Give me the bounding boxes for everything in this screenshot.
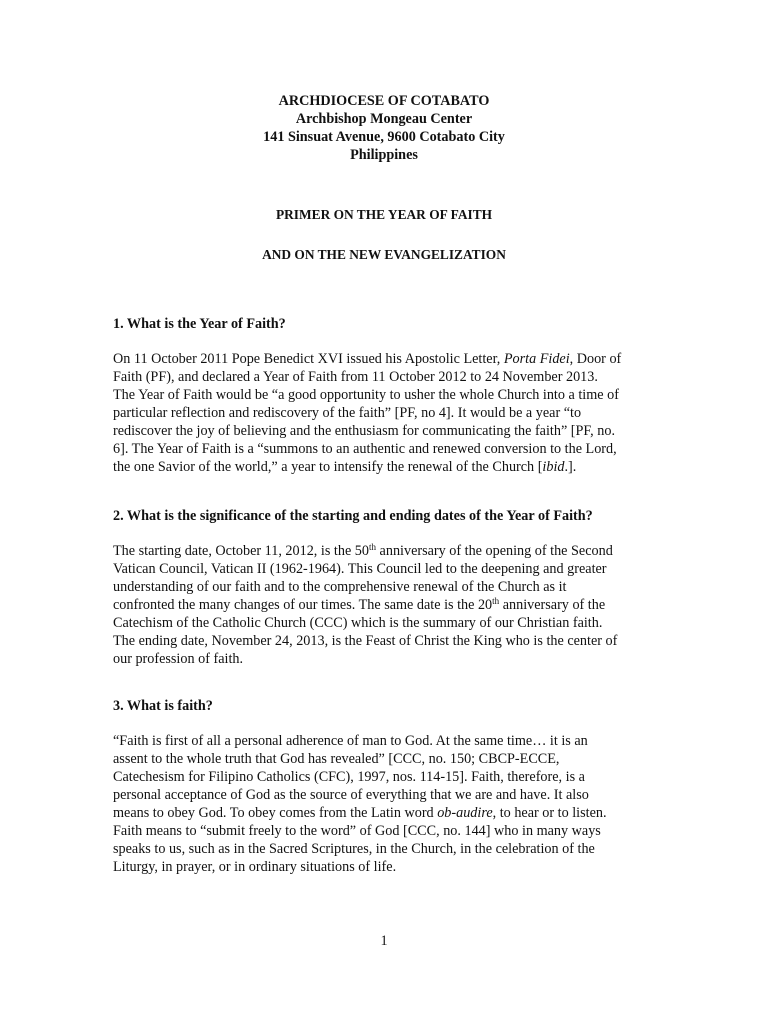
page-number: 1 — [380, 933, 388, 949]
text-line — [113, 804, 658, 822]
text-run: .]. — [564, 459, 577, 475]
text-line: assent to the whole truth that God has revealed” [CCC, no. 150; CBCP-ECCE, — [113, 751, 560, 767]
text-line: understanding of our faith and to the comprehensive renewal of the Church as it — [113, 579, 567, 595]
italic-term: ibid — [542, 459, 565, 475]
text-run: On 11 October 2011 Pope Benedict XVI issued his Apostolic Letter, — [113, 351, 504, 367]
text-run: , to hear or to listen. — [492, 805, 607, 821]
country-line: Philippines — [350, 147, 418, 163]
answer-1-paragraph — [113, 350, 658, 476]
text-line: Faith means to “submit freely to the word” of God [CCC, no. 144] who in many ways — [113, 823, 601, 839]
question-2-heading: 2. What is the significance of the starting and ending dates of the Year of Faith? — [113, 508, 593, 524]
text-line: our profession of faith. — [113, 651, 244, 667]
address-line: 141 Sinsuat Avenue, 9600 Cotabato City — [263, 129, 505, 145]
answer-2-paragraph — [113, 542, 658, 668]
text-run: anniversary of the opening of the Second — [376, 543, 613, 559]
text-line: personal acceptance of God as the source of everything that we are and have. It also — [113, 787, 589, 803]
archdiocese-name: ARCHDIOCESE OF COTABATO — [278, 93, 490, 109]
text-run: means to obey God. To obey comes from the Latin word — [113, 805, 438, 821]
text-line: Faith (PF), and declared a Year of Faith from 11 October 2012 to 24 November 2013. — [113, 369, 598, 385]
italic-term: ob-audire — [437, 805, 493, 821]
text-run: anniversary of the — [499, 597, 606, 613]
text-line — [113, 458, 658, 476]
text-line: The ending date, November 24, 2013, is the Feast of Christ the King who is the center of — [113, 633, 618, 649]
text-line — [113, 350, 658, 368]
text-line: “Faith is first of all a personal adherence of man to God. At the same time… it is an — [113, 733, 588, 749]
ordinal-suffix: th — [368, 542, 376, 552]
letterhead — [0, 92, 768, 164]
italic-title: Porta Fidei — [503, 351, 570, 367]
ordinal-suffix: th — [492, 596, 500, 606]
text-line: Catechism of the Catholic Church (CCC) which is the summary of our Christian faith. — [113, 615, 603, 631]
text-run: The starting date, October 11, 2012, is the 50 — [113, 543, 369, 559]
question-1-heading: 1. What is the Year of Faith? — [113, 316, 286, 332]
text-line — [113, 542, 658, 560]
text-line: rediscover the joy of believing and the enthusiasm for communicating the faith” [PF, no. — [113, 423, 615, 439]
question-3-heading: 3. What is faith? — [113, 698, 213, 714]
text-line: Liturgy, in prayer, or in ordinary situations of life. — [113, 859, 397, 875]
text-line — [113, 596, 658, 614]
answer-3-paragraph — [113, 732, 658, 876]
text-run: the one Savior of the world,” a year to intensify the renewal of the Church [ — [113, 459, 543, 475]
text-run: , Door of — [569, 351, 622, 367]
text-line: 6]. The Year of Faith is a “summons to an authentic and renewed conversion to the Lord, — [113, 441, 617, 457]
text-line: speaks to us, such as in the Sacred Scriptures, in the Church, in the celebration of the — [113, 841, 595, 857]
text-line: The Year of Faith would be “a good opportunity to usher the whole Church into a time of — [113, 387, 619, 403]
text-run: confronted the many changes of our times. The same date is the 20 — [113, 597, 493, 613]
text-line: Catechesism for Filipino Catholics (CFC), 1997, nos. 114-15]. Faith, therefore, is a — [113, 769, 585, 785]
document-title: PRIMER ON THE YEAR OF FAITH — [275, 207, 493, 222]
center-name: Archbishop Mongeau Center — [295, 111, 473, 127]
text-line: Vatican Council, Vatican II (1962-1964). This Council led to the deepening and greater — [113, 561, 607, 577]
text-line: particular reflection and rediscovery of the faith” [PF, no 4]. It would be a year “to — [113, 405, 582, 421]
document-subtitle: AND ON THE NEW EVANGELIZATION — [262, 247, 506, 262]
